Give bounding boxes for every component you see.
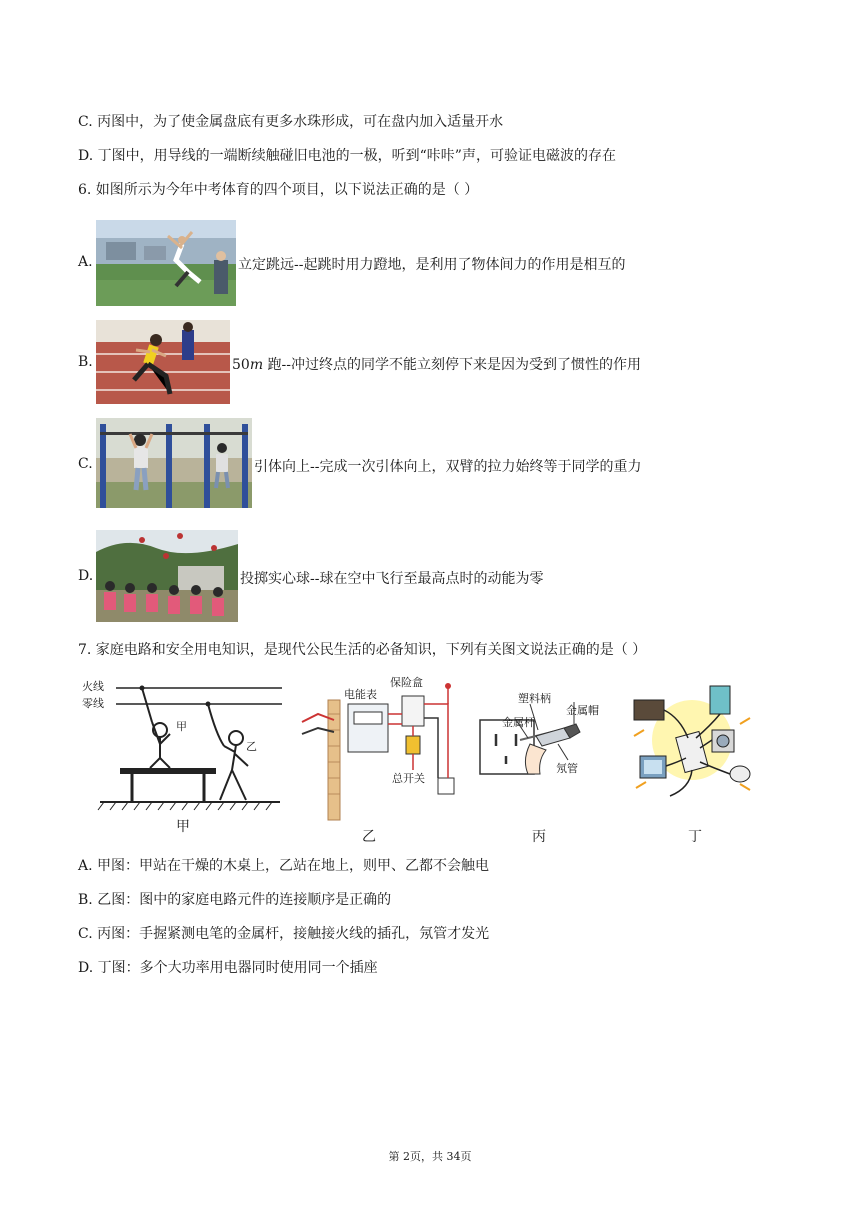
figure-ding-label: 丁 [688, 829, 702, 845]
meter-label: 电能表 [344, 688, 377, 701]
person-b-label: 乙 [246, 740, 257, 753]
q5-option-c: C. 丙图中，为了使金属盘底有更多水珠形成，可在盘内加入适量开水 [78, 114, 504, 130]
fuse-box-label: 保险盒 [390, 676, 423, 689]
q6-stem: 6. 如图所示为今年中考体育的四个项目，以下说法正确的是（ ） [78, 182, 479, 198]
figure-jia-label: 甲 [176, 819, 190, 835]
shot-put-photo [96, 530, 238, 622]
q5-option-d: D. 丁图中，用导线的一端断续触碰旧电池的一极，听到“咔咔”声，可验证电磁波的存在 [78, 148, 616, 164]
standing-long-jump-photo [96, 220, 236, 306]
q7-option-b: B. 乙图：图中的家庭电路元件的连接顺序是正确的 [78, 892, 392, 908]
sprint-50m-photo [96, 320, 230, 404]
q6-option-b-letter: B. [78, 354, 93, 370]
q7-option-a: A. 甲图：甲站在干燥的木桌上，乙站在地上，则甲、乙都不会触电 [78, 858, 490, 874]
neon-tube-label: 氖管 [556, 762, 578, 775]
q7-stem: 7. 家庭电路和安全用电知识，是现代公民生活的必备知识，下列有关图文说法正确的是（ ） [78, 642, 647, 658]
q6-option-b-distance: 50 [232, 357, 250, 373]
q6-option-a-letter: A. [78, 254, 93, 270]
q7-option-d: D. 丁图：多个大功率用电器同时使用同一个插座 [78, 960, 378, 976]
q6-option-d-text: 投掷实心球--球在空中飞行至最高点时的动能为零 [240, 571, 544, 587]
q6-option-a-text: 立定跳远--起跳时用力蹬地，是利用了物体间力的作用是相互的 [238, 257, 626, 273]
page-footer: 第 2页，共 34页 [388, 1150, 472, 1163]
person-a-label: 甲 [176, 720, 187, 733]
q6-option-b-text: 跑--冲过终点的同学不能立刻停下来是因为受到了惯性的作用 [263, 357, 642, 373]
figure-jia [80, 674, 290, 844]
q7-option-c: C. 丙图：手握紧测电笔的金属杆，接触接火线的插孔，氖管才发光 [78, 926, 490, 942]
q6-option-b-text-wrap [232, 354, 641, 374]
metal-rod-label: 金属杆 [502, 716, 535, 729]
neutral-wire-label: 零线 [82, 697, 104, 710]
q6-option-c-text: 引体向上--完成一次引体向上，双臂的拉力始终等于同学的重力 [254, 459, 642, 475]
q6-option-d-letter: D. [78, 568, 94, 584]
figure-yi [298, 674, 468, 844]
live-wire-label: 火线 [82, 680, 104, 693]
figure-bing-label: 丙 [532, 829, 546, 845]
pull-up-photo [96, 418, 252, 508]
figure-yi-label: 乙 [362, 829, 376, 845]
q6-option-c-letter: C. [78, 456, 93, 472]
main-switch-label: 总开关 [392, 772, 425, 785]
plastic-handle-label: 塑料柄 [518, 692, 551, 705]
figure-ding [630, 678, 760, 844]
metal-cap-label: 金属帽 [566, 704, 599, 717]
q6-option-b-unit: m [249, 357, 264, 373]
figure-bing [476, 674, 626, 844]
